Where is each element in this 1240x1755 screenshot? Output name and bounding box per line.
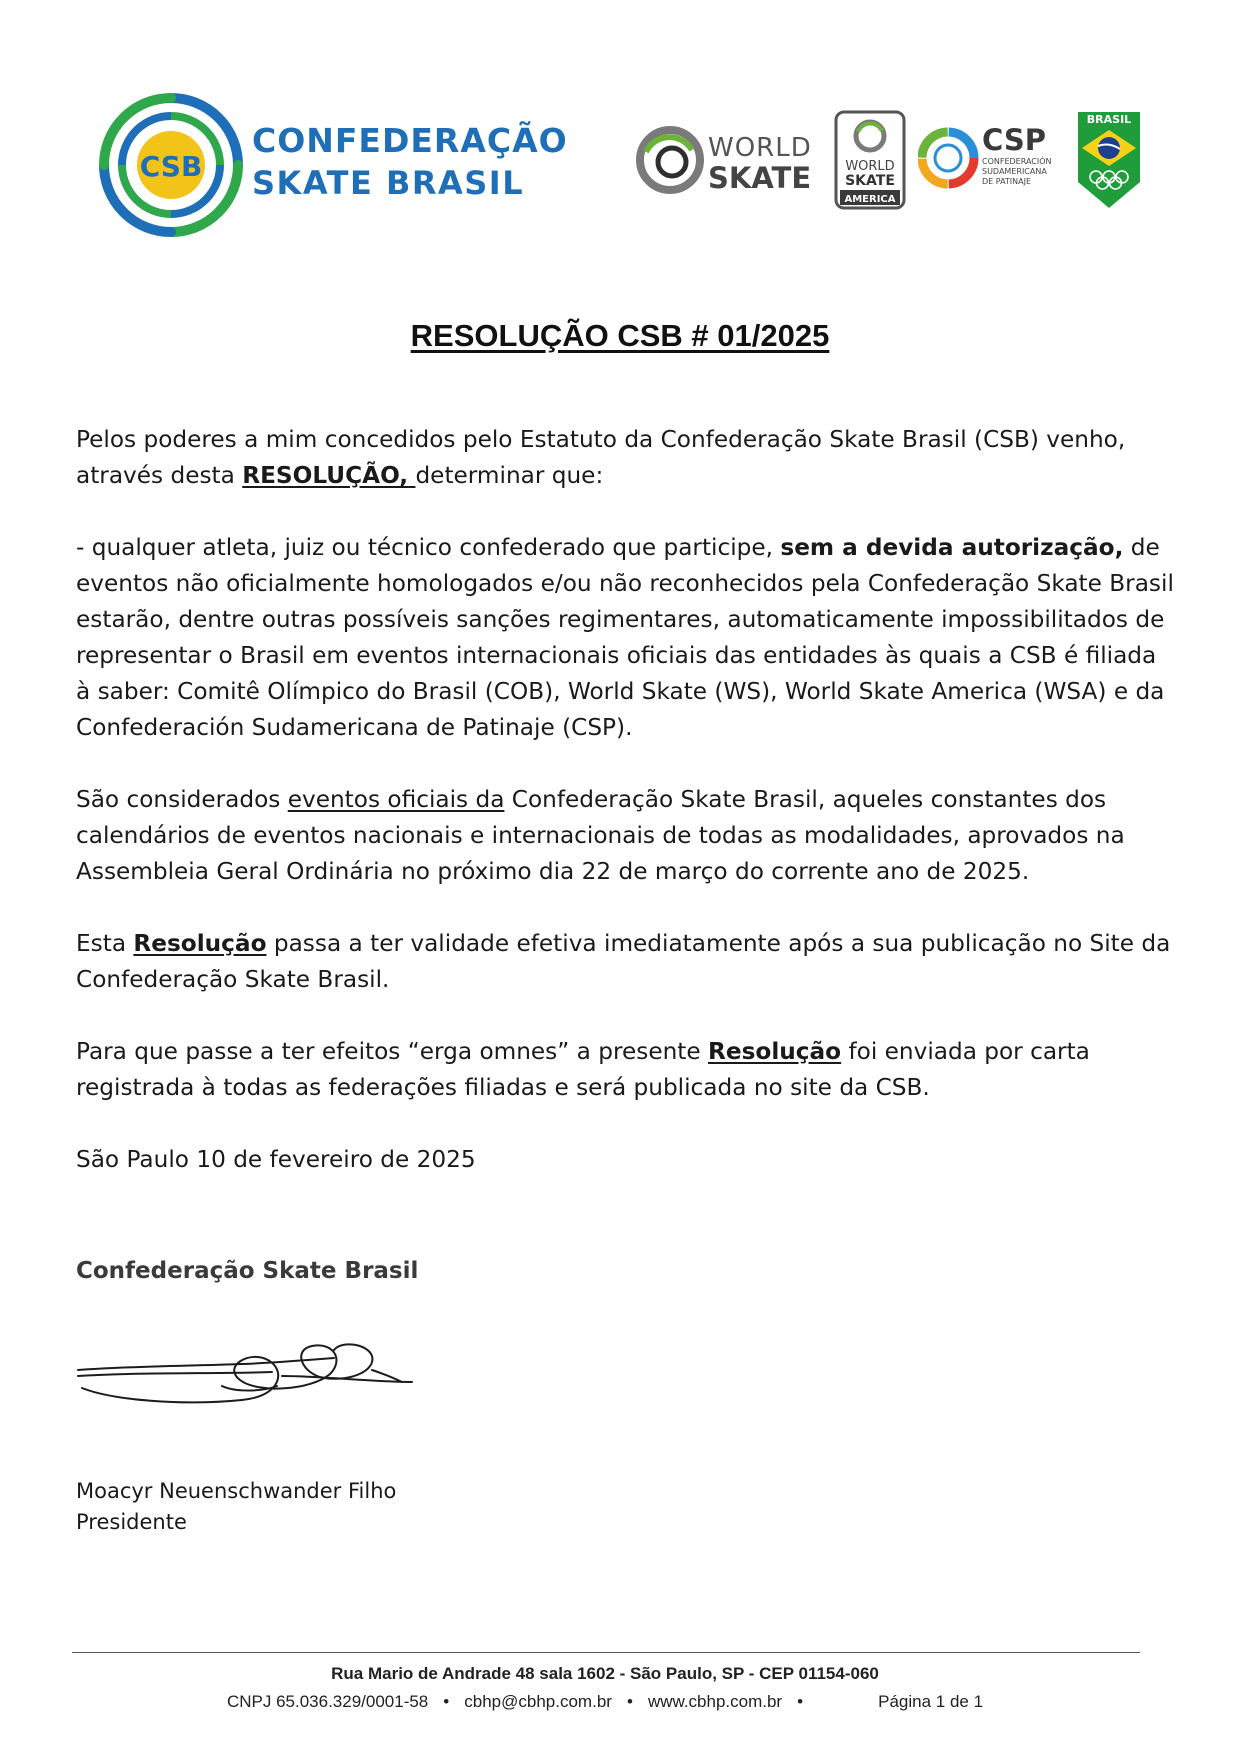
paragraph-4-emphasis: Resolução <box>133 930 267 957</box>
cob-logo-icon <box>1076 110 1142 210</box>
org-name-line2: SKATE BRASIL <box>252 164 525 202</box>
csp-abbr: CSP <box>982 123 1046 157</box>
paragraph-1-text: Pelos poderes a mim concedidos pelo Estatuto da Confederação Skate Brasil (CSB) venho, através desta <box>76 426 1126 489</box>
csp-line3: DE PATINAJE <box>982 177 1032 186</box>
wsa-line3: AMERICA <box>844 194 896 205</box>
paragraph-3 <box>76 782 1176 890</box>
footer-bullet-3: • <box>797 1692 804 1711</box>
document-body <box>76 422 1176 1214</box>
paragraph-3-end: Confederação Skate Brasil, aqueles constantes dos calendários de eventos nacionais e internacionais de todas as modalidades, aprovados na Assembleia Geral Ordinária no próximo dia 22 de março do corrente ano de 2025. <box>76 786 1125 885</box>
paragraph-2-text: - qualquer atleta, juiz ou técnico confederado que participe, <box>76 534 781 561</box>
csp-line2: SUDAMERICANA <box>982 167 1047 176</box>
csp-line1: CONFEDERACIÓN <box>982 157 1052 166</box>
org-name-line1: CONFEDERAÇÃO <box>252 121 568 160</box>
date-line: São Paulo 10 de fevereiro de 2025 <box>76 1146 476 1173</box>
wsa-line1: WORLD <box>845 159 895 174</box>
wsa-line2: SKATE <box>845 173 895 189</box>
csp-logo-icon <box>918 118 1058 198</box>
paragraph-3-text: São considerados <box>76 786 288 813</box>
csb-logo-text: CSB <box>139 150 203 183</box>
paragraph-5-text: Para que passe a ter efeitos “erga omnes” a presente <box>76 1038 709 1065</box>
paragraph-3-underlined: eventos oficiais da <box>287 786 505 813</box>
footer-info <box>0 1692 1210 1712</box>
signer-block <box>76 1476 396 1538</box>
csb-logo-icon <box>96 90 246 240</box>
paragraph-5-end: foi enviada por carta registrada à todas as federações filiadas e será publicada no site da CSB. <box>76 1038 1090 1101</box>
signer-name: Moacyr Neuenschwander Filho <box>76 1479 397 1503</box>
world-skate-america-logo-icon <box>834 110 906 210</box>
signature-icon <box>72 1330 422 1420</box>
world-skate-line2: SKATE <box>708 161 812 195</box>
footer-cnpj: CNPJ 65.036.329/0001-58 <box>226 1692 429 1711</box>
world-skate-line1: WORLD <box>708 133 812 163</box>
paragraph-2-end: de eventos não oficialmente homologados e/ou não reconhecidos pela Confederação Skate Brasil estarão, dentre outras possíveis sanções regimentares, automaticamente impossibilitados de representar o Brasil em eventos internacionais oficiais das entidades às quais a CSB é filiada à saber: Comitê Olímpico do Brasil (COB), World Skate (WS), World Skate America (WSA) e da Confederación Sudamericana de Patinaje (CSP). <box>76 534 1174 741</box>
footer-email[interactable]: cbhp@cbhp.com.br <box>464 1692 612 1711</box>
paragraph-5 <box>76 1034 1176 1106</box>
paragraph-1-end: determinar que: <box>415 462 604 489</box>
paragraph-2 <box>76 530 1176 746</box>
paragraph-1 <box>76 422 1176 494</box>
footer-bullet-1: • <box>443 1692 450 1711</box>
footer-bullet-2: • <box>626 1692 633 1711</box>
paragraph-1-emphasis: RESOLUÇÃO, <box>242 462 409 489</box>
footer-divider <box>72 1652 1140 1653</box>
paragraph-4 <box>76 926 1176 998</box>
footer-address: Rua Mario de Andrade 48 sala 1602 - São Paulo, SP - CEP 01154-060 <box>331 1664 879 1683</box>
footer-page-number: Página 1 de 1 <box>878 1692 984 1711</box>
signer-organization: Confederação Skate Brasil <box>76 1258 419 1284</box>
footer-website[interactable]: www.cbhp.com.br <box>647 1692 783 1711</box>
cob-label: BRASIL <box>1086 113 1132 126</box>
paragraph-2-emphasis: sem a devida autorização, <box>780 534 1124 561</box>
paragraph-4-end: passa a ter validade efetiva imediatamente após a sua publicação no Site da Confederação Skate Brasil. <box>76 930 1171 993</box>
world-skate-logo-icon <box>632 122 828 198</box>
document-title: RESOLUÇÃO CSB # 01/2025 <box>410 318 830 353</box>
paragraph-5-emphasis: Resolução <box>708 1038 842 1065</box>
org-name <box>252 120 568 204</box>
signer-role: Presidente <box>76 1510 187 1534</box>
paragraph-4-text: Esta <box>76 930 134 957</box>
